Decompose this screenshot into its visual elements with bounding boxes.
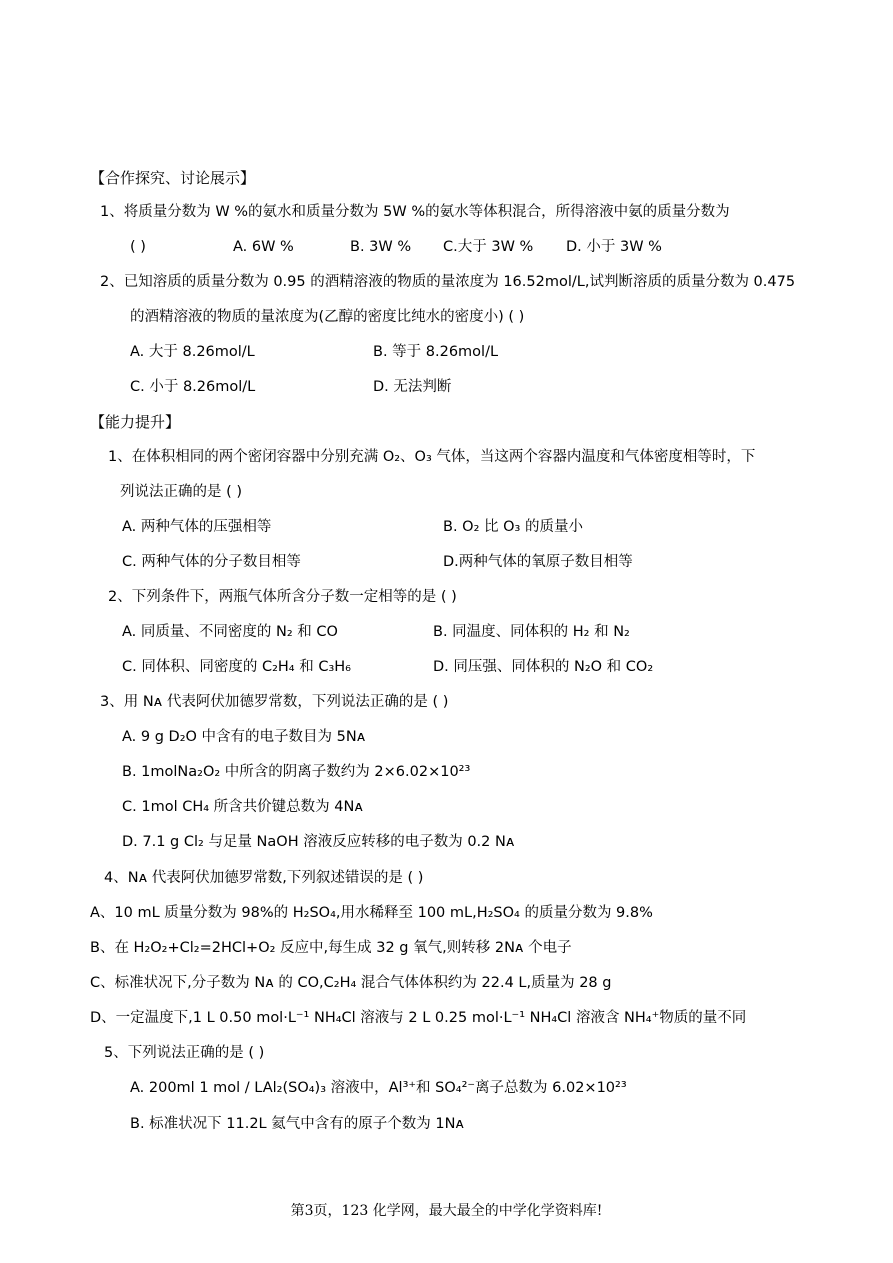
coop-q1-option-d: D. 小于 3W % [566, 239, 662, 255]
ability-q4-option-b: B、在 H₂O₂+Cl₂=2HCl+O₂ 反应中,每生成 32 g 氧气,则转移 2Nᴀ 个电子 [90, 940, 572, 956]
section-title-cooperation: 【合作探究、讨论展示】 [90, 169, 256, 187]
ability-q3-text: 3、用 Nᴀ 代表阿伏加德罗常数，下列说法正确的是 ( ) [100, 694, 449, 710]
ability-q4-option-c: C、标准状况下,分子数为 Nᴀ 的 CO,C₂H₄ 混合气体体积约为 22.4 L,质量为 28 g [90, 975, 612, 991]
ability-q3-option-c: C. 1mol CH₄ 所含共价键总数为 4Nᴀ [122, 799, 363, 815]
ability-q1-option-a: A. 两种气体的压强相等 [122, 519, 272, 535]
ability-q1-option-d: D.两种气体的氧原子数目相等 [443, 554, 633, 570]
coop-q2-text: 2、已知溶质的质量分数为 0.95 的酒精溶液的物质的量浓度为 16.52mol/L,试判断溶质的质量分数为 0.475 [100, 274, 796, 290]
ability-q1-text-cont: 列说法正确的是 ( ) [120, 484, 243, 500]
ability-q2-option-c: C. 同体积、同密度的 C₂H₄ 和 C₃H₆ [122, 659, 351, 675]
ability-q2-option-a: A. 同质量、不同密度的 N₂ 和 CO [122, 624, 338, 640]
coop-q1-option-c: C.大于 3W % [443, 239, 534, 255]
ability-q2-text: 2、下列条件下，两瓶气体所含分子数一定相等的是 ( ) [108, 589, 457, 605]
ability-q2-option-d: D. 同压强、同体积的 N₂O 和 CO₂ [433, 659, 654, 675]
ability-q1-option-b: B. O₂ 比 O₃ 的质量小 [443, 519, 583, 535]
coop-q2-text-cont: 的酒精溶液的物质的量浓度为(乙醇的密度比纯水的密度小) ( ) [130, 309, 525, 325]
ability-q1-option-c: C. 两种气体的分子数目相等 [122, 554, 301, 570]
ability-q1-text: 1、在体积相同的两个密闭容器中分别充满 O₂、O₃ 气体，当这两个容器内温度和气体密度相等时，下 [108, 449, 756, 465]
ability-q5-text: 5、下列说法正确的是 ( ) [104, 1045, 265, 1061]
ability-q3-option-a: A. 9 g D₂O 中含有的电子数目为 5Nᴀ [122, 729, 366, 745]
page-footer: 第3页，123 化学网，最大最全的中学化学资料库! [290, 1203, 603, 1219]
ability-q2-option-b: B. 同温度、同体积的 H₂ 和 N₂ [433, 624, 630, 640]
ability-q4-text: 4、Nᴀ 代表阿伏加德罗常数,下列叙述错误的是 ( ) [104, 870, 424, 886]
ability-q5-option-a: A. 200ml 1 mol / LAl₂(SO₄)₃ 溶液中，Al³⁺和 SO₄²⁻离子总数为 6.02×10²³ [130, 1080, 627, 1096]
coop-q1-option-b: B. 3W % [350, 239, 412, 255]
coop-q1-paren: ( ) [130, 239, 146, 255]
coop-q2-option-a: A. 大于 8.26mol/L [130, 344, 255, 360]
coop-q2-option-c: C. 小于 8.26mol/L [130, 379, 256, 395]
ability-q3-option-d: D. 7.1 g Cl₂ 与足量 NaOH 溶液反应转移的电子数为 0.2 Nᴀ [122, 834, 515, 850]
coop-q2-option-d: D. 无法判断 [373, 379, 452, 395]
ability-q4-option-d: D、一定温度下,1 L 0.50 mol·L⁻¹ NH₄Cl 溶液与 2 L 0.25 mol·L⁻¹ NH₄Cl 溶液含 NH₄⁺物质的量不同 [90, 1010, 747, 1026]
ability-q3-option-b: B. 1molNa₂O₂ 中所含的阴离子数约为 2×6.02×10²³ [122, 764, 471, 780]
section-title-ability: 【能力提升】 [90, 413, 181, 431]
coop-q2-option-b: B. 等于 8.26mol/L [373, 344, 499, 360]
coop-q1-option-a: A. 6W % [233, 239, 294, 255]
ability-q5-option-b: B. 标准状况下 11.2L 氦气中含有的原子个数为 1Nᴀ [130, 1116, 465, 1132]
ability-q4-option-a: A、10 mL 质量分数为 98%的 H₂SO₄,用水稀释至 100 mL,H₂SO₄ 的质量分数为 9.8% [90, 905, 653, 921]
coop-q1-text: 1、将质量分数为 W %的氨水和质量分数为 5W %的氨水等体积混合，所得溶液中氨的质量分数为 [100, 204, 730, 220]
